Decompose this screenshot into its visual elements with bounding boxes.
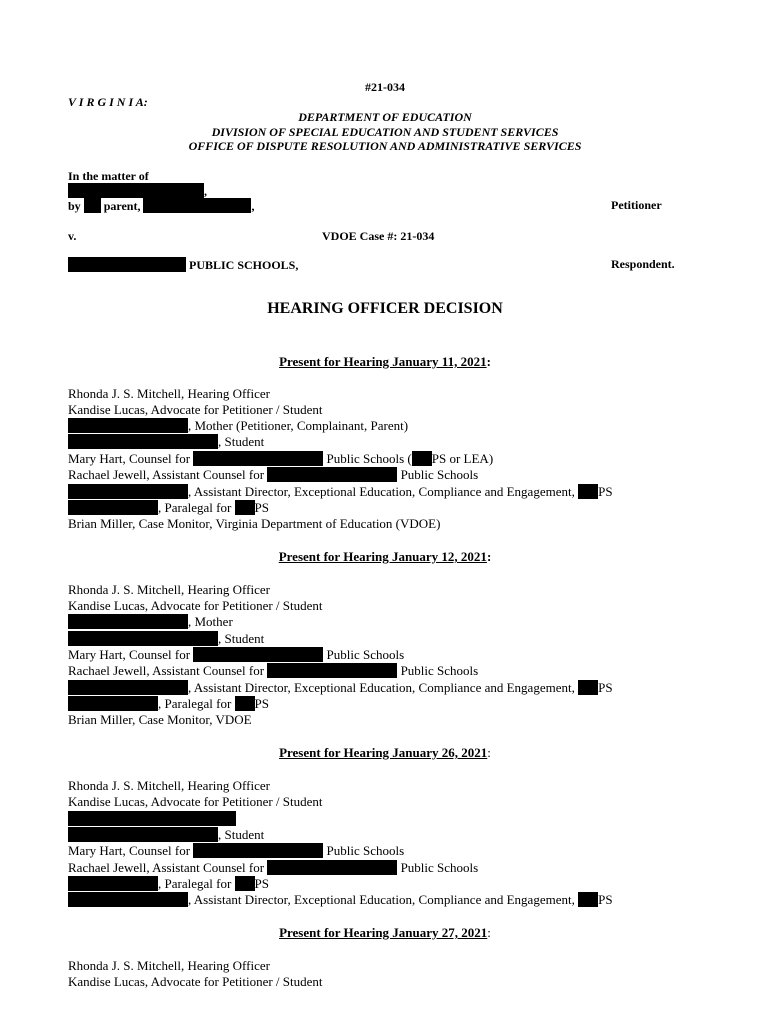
attendee-mother: , Mother <box>68 614 233 630</box>
attendee-counsel: Mary Hart, Counsel for Public Schools <box>68 843 405 858</box>
redaction-block <box>578 680 598 695</box>
redaction-block <box>578 892 598 907</box>
session-heading-jan-27: Present for Hearing January 27, 2021: <box>279 925 491 940</box>
caption-name-line: , <box>68 183 207 199</box>
redaction-block <box>235 876 255 891</box>
session-heading-jan-11: Present for Hearing January 11, 2021: <box>279 354 491 369</box>
redaction-block <box>68 696 158 711</box>
redaction-block <box>267 467 397 482</box>
redaction-block <box>68 434 218 449</box>
department-heading: DEPARTMENT OF EDUCATION <box>298 110 472 124</box>
redaction-block <box>193 647 323 662</box>
attendee-hearing-officer: Rhonda J. S. Mitchell, Hearing Officer <box>68 582 270 597</box>
redaction-block <box>193 451 323 466</box>
caption-by-line: by parent, , <box>68 199 255 213</box>
attendee-assistant-director: , Assistant Director, Exceptional Education, Compliance and Engagement, PS <box>68 484 613 500</box>
attendee-advocate: Kandise Lucas, Advocate for Petitioner / Student <box>68 598 323 613</box>
redaction-block <box>68 631 218 646</box>
redaction-block <box>578 484 598 499</box>
redaction-block <box>68 680 188 695</box>
respondent-label: Respondent. <box>611 257 675 271</box>
attendee-advocate: Kandise Lucas, Advocate for Petitioner / Student <box>68 402 323 417</box>
attendee-assistant-counsel: Rachael Jewell, Assistant Counsel for Public Schools <box>68 663 479 678</box>
redaction-block <box>267 663 397 678</box>
redaction-block <box>412 451 432 466</box>
redaction-block <box>68 484 188 499</box>
decision-title: HEARING OFFICER DECISION <box>267 300 503 317</box>
redaction-block <box>68 183 204 198</box>
redaction-block <box>68 500 158 515</box>
redaction-block <box>68 257 186 272</box>
attendee-mother: , Mother (Petitioner, Complainant, Parent) <box>68 418 408 434</box>
redaction-block <box>68 892 188 907</box>
division-heading: DIVISION OF SPECIAL EDUCATION AND STUDENT SERVICES <box>211 125 559 139</box>
attendee-hearing-officer: Rhonda J. S. Mitchell, Hearing Officer <box>68 778 270 793</box>
attendee-hearing-officer: Rhonda J. S. Mitchell, Hearing Officer <box>68 958 270 973</box>
redaction-block <box>143 198 251 213</box>
redaction-block <box>68 614 188 629</box>
redaction-block <box>193 843 323 858</box>
state-label: V I R G I N I A: <box>68 95 148 109</box>
redaction-block <box>68 418 188 433</box>
vdoe-case-number: VDOE Case #: 21-034 <box>322 229 435 243</box>
attendee-counsel: Mary Hart, Counsel for Public Schools <box>68 647 405 662</box>
attendee-case-monitor: Brian Miller, Case Monitor, Virginia Department of Education (VDOE) <box>68 516 441 531</box>
redaction-block <box>68 811 236 826</box>
attendee-assistant-director: , Assistant Director, Exceptional Education, Compliance and Engagement, PS <box>68 892 613 908</box>
attendee-assistant-director: , Assistant Director, Exceptional Education, Compliance and Engagement, PS <box>68 680 613 696</box>
attendee-hearing-officer: Rhonda J. S. Mitchell, Hearing Officer <box>68 386 270 401</box>
attendee-advocate: Kandise Lucas, Advocate for Petitioner / Student <box>68 974 323 989</box>
case-number: #21-034 <box>365 80 405 94</box>
attendee-paralegal: , Paralegal for PS <box>68 696 269 712</box>
attendee-assistant-counsel: Rachael Jewell, Assistant Counsel for Public Schools <box>68 860 479 875</box>
attendee-counsel: Mary Hart, Counsel for Public Schools ( PS or LEA) <box>68 451 494 466</box>
office-heading: OFFICE OF DISPUTE RESOLUTION AND ADMINISTRATIVE SERVICES <box>188 139 582 153</box>
session-heading-jan-12: Present for Hearing January 12, 2021: <box>278 549 492 564</box>
session-heading-jan-26: Present for Hearing January 26, 2021: <box>279 745 491 760</box>
petitioner-label: Petitioner <box>611 198 662 212</box>
redaction-block <box>84 198 101 213</box>
attendee-advocate: Kandise Lucas, Advocate for Petitioner / Student <box>68 794 323 809</box>
redaction-block <box>235 500 255 515</box>
attendee-case-monitor: Brian Miller, Case Monitor, VDOE <box>68 712 252 727</box>
attendee-paralegal: , Paralegal for PS <box>68 876 269 892</box>
in-matter-label: In the matter of <box>68 169 149 183</box>
attendee-student: , Student <box>68 434 264 450</box>
attendee-assistant-counsel: Rachael Jewell, Assistant Counsel for Public Schools <box>68 467 479 482</box>
redaction-block <box>267 860 397 875</box>
attendee-student: , Student <box>68 631 264 647</box>
attendee-paralegal: , Paralegal for PS <box>68 500 269 516</box>
redaction-block <box>68 876 158 891</box>
redaction-block <box>235 696 255 711</box>
attendee-student: , Student <box>68 827 264 843</box>
versus-label: v. <box>68 229 77 243</box>
respondent-line: PUBLIC SCHOOLS, <box>68 257 298 273</box>
redaction-block <box>68 827 218 842</box>
